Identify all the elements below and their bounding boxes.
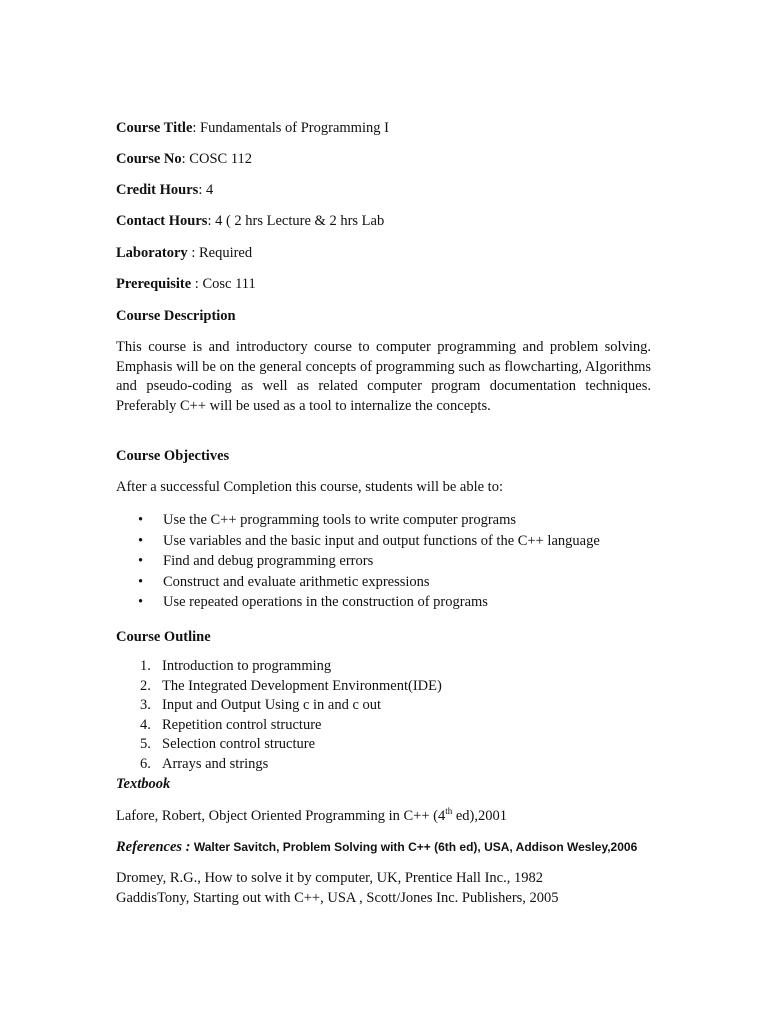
textbook-entry	[116, 807, 507, 825]
course-title-label: Course Title	[116, 120, 193, 136]
objective-text: Use repeated operations in the construction of programs	[163, 594, 488, 610]
credit-hours-line	[116, 181, 213, 199]
outline-list	[116, 657, 442, 774]
list-item	[116, 572, 600, 593]
outline-text: Arrays and strings	[162, 755, 269, 772]
list-item	[116, 551, 600, 572]
description-text: This course is and introductory course to computer programming and problem solving. Emphasis will be on the general concepts of programming such as flowcharting, Algorithms and pseudo-coding as well as related computer program documentation techniques. Preferably C++ will be used as a tool to internalize the concepts.	[116, 339, 651, 414]
outline-heading: Course Outline	[116, 629, 211, 645]
objectives-intro: After a successful Completion this course, students will be able to:	[116, 479, 503, 495]
outline-number: 6.	[140, 755, 151, 772]
bullet-icon: •	[138, 512, 144, 528]
objectives-heading: Course Objectives	[116, 448, 230, 464]
bullet-icon: •	[138, 532, 144, 549]
reference-item: Dromey, R.G., How to solve it by computer, UK, Prentice Hall Inc., 1982	[116, 870, 543, 886]
objective-text: Use the C++ programming tools to write computer programs	[163, 512, 517, 528]
bullet-icon: •	[138, 553, 144, 569]
prerequisite-label: Prerequisite	[116, 276, 192, 292]
list-item	[116, 592, 600, 613]
textbook-heading: Textbook	[116, 776, 171, 792]
list-item	[116, 735, 442, 755]
course-title-value: : Fundamentals of Programming I	[192, 120, 389, 136]
outline-text: Repetition control structure	[162, 716, 322, 733]
bullet-icon: •	[138, 594, 144, 610]
outline-number: 4.	[140, 716, 151, 733]
laboratory-value: : Required	[187, 245, 253, 261]
prerequisite-value: : Cosc 111	[191, 276, 256, 292]
credit-hours-value: : 4	[198, 182, 214, 198]
list-item	[116, 531, 600, 552]
course-title-line	[116, 119, 389, 137]
list-item	[116, 677, 442, 697]
description-heading: Course Description	[116, 308, 236, 324]
bullet-icon: •	[138, 573, 144, 590]
course-no-value: : COSC 112	[181, 151, 253, 167]
objectives-list	[116, 510, 600, 613]
prerequisite-line	[116, 275, 256, 293]
list-item	[116, 510, 600, 531]
list-item	[116, 716, 442, 736]
objective-text: Use variables and the basic input and output functions of the C++ language	[163, 532, 600, 549]
course-no-label: Course No	[116, 151, 182, 167]
outline-text: Introduction to programming	[162, 658, 332, 674]
reference-item: GaddisTony, Starting out with C++, USA , Scott/Jones Inc. Publishers, 2005	[116, 890, 559, 906]
credit-hours-label: Credit Hours	[116, 182, 199, 198]
laboratory-label: Laboratory	[116, 245, 188, 261]
outline-number: 1.	[140, 658, 151, 674]
laboratory-line	[116, 244, 252, 262]
outline-number: 3.	[140, 697, 151, 713]
outline-number: 2.	[140, 677, 151, 694]
course-no-line	[116, 150, 252, 168]
textbook-entry-end: ed),2001	[452, 808, 508, 824]
contact-hours-value: : 4 ( 2 hrs Lecture & 2 hrs Lab	[207, 213, 385, 229]
objective-text: Construct and evaluate arithmetic expressions	[163, 573, 430, 590]
references-line	[116, 838, 637, 856]
list-item	[116, 755, 442, 775]
textbook-entry-main: Lafore, Robert, Object Oriented Programming in C++ (4	[116, 808, 446, 824]
contact-hours-label: Contact Hours	[116, 213, 208, 229]
outline-text: The Integrated Development Environment(IDE)	[162, 677, 442, 694]
outline-number: 5.	[140, 736, 151, 752]
outline-text: Selection control structure	[162, 736, 316, 752]
outline-text: Input and Output Using c in and c out	[162, 697, 382, 713]
contact-hours-line	[116, 212, 384, 230]
list-item	[116, 696, 442, 716]
reference-first: Walter Savitch, Problem Solving with C++ (6th ed), USA, Addison Wesley,2006	[190, 840, 638, 854]
objective-text: Find and debug programming errors	[163, 553, 374, 569]
references-heading: References :	[116, 839, 191, 855]
list-item	[116, 657, 442, 677]
textbook-entry-sup: th	[445, 806, 453, 816]
